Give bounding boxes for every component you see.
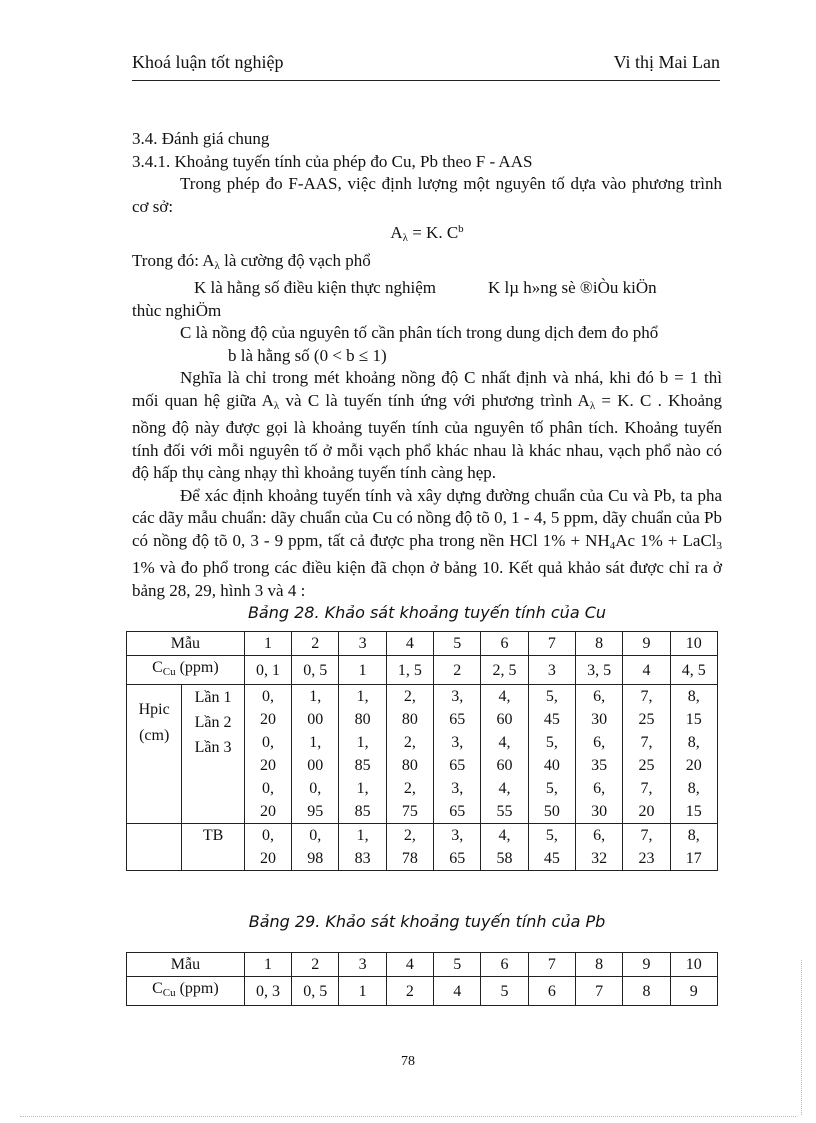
- sample-header: 4: [386, 953, 433, 977]
- conc-cell: 7: [575, 977, 622, 1006]
- sample-header: 2: [292, 632, 339, 656]
- table-29: [126, 952, 718, 1006]
- mau-label: Mẫu: [127, 632, 245, 656]
- cell: 7, 20: [623, 777, 670, 824]
- conc-cell: 1: [339, 656, 386, 685]
- cell: 8, 15: [670, 777, 717, 824]
- sample-header: 4: [386, 632, 433, 656]
- cell: 6, 35: [575, 731, 622, 777]
- cell: 1, 85: [339, 731, 386, 777]
- sample-header: 7: [528, 632, 575, 656]
- cell: 3, 65: [434, 685, 481, 732]
- where-line: Trong đó: $A_\lambda$ là cường độ vạch phổ: [132, 250, 371, 272]
- cell: 7, 25: [623, 731, 670, 777]
- cell: 1, 00: [292, 685, 339, 732]
- cell: 5, 45: [528, 824, 575, 871]
- table29-caption: Bảng 29. Khảo sát khoảng tuyến tính của Pb: [248, 912, 606, 931]
- conc-cell: 6: [528, 977, 575, 1006]
- conc-cell: 0, 1: [244, 656, 291, 685]
- sample-header: 1: [244, 953, 291, 977]
- cell: 4, 60: [481, 731, 528, 777]
- equation: $A_\lambda = K$. $C^b$: [390, 223, 464, 244]
- conc-label: $C_{Cu}$ (ppm): [127, 977, 245, 1006]
- sample-header: 6: [481, 953, 528, 977]
- table-row: [127, 632, 718, 656]
- mau-label: Mẫu: [127, 953, 245, 977]
- cell: 5, 40: [528, 731, 575, 777]
- table-row: [127, 685, 718, 732]
- conc-cell: 1: [339, 977, 386, 1006]
- cell: 0, 20: [244, 777, 291, 824]
- conc-cell: 2: [434, 656, 481, 685]
- conc-cell: 3, 5: [575, 656, 622, 685]
- cell: 8, 15: [670, 685, 717, 732]
- sample-header: 8: [575, 632, 622, 656]
- sample-header: 6: [481, 632, 528, 656]
- page-border-right: [801, 960, 802, 1115]
- k-definition-cont: thùc nghiÖm: [132, 300, 222, 320]
- table-row: [127, 977, 718, 1006]
- b-definition: b là hằng số (0 < b ≤ 1): [228, 345, 387, 365]
- cell: 0, 20: [244, 731, 291, 777]
- conc-label: $C_{Cu}$ (ppm): [127, 656, 245, 685]
- page-number: 78: [401, 1054, 415, 1069]
- conc-cell: 0, 5: [292, 977, 339, 1006]
- sample-header: 9: [623, 953, 670, 977]
- conc-cell: 3: [528, 656, 575, 685]
- cell: 2, 78: [386, 824, 433, 871]
- table28-caption: Bảng 28. Khảo sát khoảng tuyến tính của Cu: [247, 603, 607, 622]
- cell: 5, 50: [528, 777, 575, 824]
- cell: 2, 80: [386, 685, 433, 732]
- paragraph-intro: Trong phép đo F-AAS, việc định lượng một nguyên tố dựa vào phương trình cơ sở:: [132, 174, 722, 216]
- conc-cell: 2: [386, 977, 433, 1006]
- subsection-heading: 3.4.1. Khoảng tuyến tính của phép đo Cu, Pb theo F - AAS: [132, 151, 533, 171]
- cell: 1, 00: [292, 731, 339, 777]
- cell: 3, 65: [434, 777, 481, 824]
- cell: 0, 95: [292, 777, 339, 824]
- sample-header: 8: [575, 953, 622, 977]
- sample-header: 5: [434, 953, 481, 977]
- page-header: [132, 52, 720, 81]
- conc-cell: 5: [481, 977, 528, 1006]
- paragraph-method: Để xác định khoảng tuyến tính và xây dựng đường chuẩn của Cu và Pb, ta pha các dãy mẫu chuẩn: dãy chuẩn của Cu có nồng độ tõ 0, 1 - 4, 5 ppm, dãy chuẩn của Pb có nồng độ tõ 0, 3 - 9 ppm, tất cả được pha trong nền HCl $1\% + NH_4Ac$ 1% + LaCl$_3$ 1% và đo phổ trong các điều kiện đã chọn ở bảng 10. Kết quả khảo sát được chỉ ra ở bảng 28, 29, hình 3 và 4 :: [132, 485, 723, 600]
- page-border-bottom: [20, 1116, 796, 1117]
- cell: 3, 65: [434, 731, 481, 777]
- sample-header: 10: [670, 953, 717, 977]
- header-thesis-title: Khoá luận tốt nghiệp: [132, 52, 284, 72]
- hpic-label: Hpic (cm): [127, 685, 182, 824]
- conc-cell: 0, 5: [292, 656, 339, 685]
- sample-header: 9: [623, 632, 670, 656]
- conc-cell: 0, 3: [244, 977, 291, 1006]
- cell: 2, 75: [386, 777, 433, 824]
- conc-cell: 2, 5: [481, 656, 528, 685]
- k-definition: K là hằng số điều kiện thực nghiệm K lµ h»ng sè ®iÒu kiÖn: [194, 278, 657, 297]
- cell: 1, 85: [339, 777, 386, 824]
- table-row: [127, 824, 718, 871]
- conc-cell: 4, 5: [670, 656, 717, 685]
- conc-cell: 8: [623, 977, 670, 1006]
- cell: 7, 23: [623, 824, 670, 871]
- cell: 6, 32: [575, 824, 622, 871]
- cell: 3, 65: [434, 824, 481, 871]
- cell: 4, 58: [481, 824, 528, 871]
- header-author: Vi thị Mai Lan: [613, 52, 720, 72]
- cell: 8, 17: [670, 824, 717, 871]
- table-row: [127, 953, 718, 977]
- cell: 0, 20: [244, 685, 291, 732]
- paragraph-linear-range: Nghĩa là chỉ trong mét khoảng nồng độ C nhất định và nhá, khi đó b = 1 thì mối quan hệ giữa $A_\lambda$ và C là tuyến tính ứng với phương trình $A_\lambda = K$. C . Khoảng nồng độ này được gọi là khoảng tuyến tính của nguyên tố phân tích. Khoảng tuyến tính đối với mỗi nguyên tố ở mỗi vạch phổ khác nhau là khác nhau, vạch phổ nào có độ hấp thụ càng nhạy thì khoảng tuyến tính càng hẹp.: [132, 368, 722, 482]
- sample-header: 5: [434, 632, 481, 656]
- body-text: [132, 128, 722, 625]
- sample-header: 10: [670, 632, 717, 656]
- conc-cell: 4: [434, 977, 481, 1006]
- cell: 0, 98: [292, 824, 339, 871]
- cell: 7, 25: [623, 685, 670, 732]
- sample-header: 7: [528, 953, 575, 977]
- sample-header: 1: [244, 632, 291, 656]
- tb-label: TB: [182, 824, 244, 871]
- cell: 0, 20: [244, 824, 291, 871]
- table-row: [127, 656, 718, 685]
- cell: 5, 45: [528, 685, 575, 732]
- lan-labels: Lần 1 Lần 2 Lần 3: [182, 685, 244, 824]
- conc-cell: 1, 5: [386, 656, 433, 685]
- cell: 6, 30: [575, 777, 622, 824]
- cell: 4, 60: [481, 685, 528, 732]
- section-heading: 3.4. Đánh giá chung: [132, 129, 270, 148]
- hpic-blank: [127, 824, 182, 871]
- cell: 6, 30: [575, 685, 622, 732]
- conc-cell: 9: [670, 977, 717, 1006]
- table-28: [126, 631, 718, 871]
- conc-cell: 4: [623, 656, 670, 685]
- cell: 1, 83: [339, 824, 386, 871]
- cell: 8, 20: [670, 731, 717, 777]
- sample-header: 3: [339, 632, 386, 656]
- sample-header: 3: [339, 953, 386, 977]
- cell: 1, 80: [339, 685, 386, 732]
- sample-header: 2: [292, 953, 339, 977]
- c-definition: C là nồng độ của nguyên tố cần phân tích trong dung dịch đem đo phổ: [180, 323, 659, 342]
- cell: 4, 55: [481, 777, 528, 824]
- cell: 2, 80: [386, 731, 433, 777]
